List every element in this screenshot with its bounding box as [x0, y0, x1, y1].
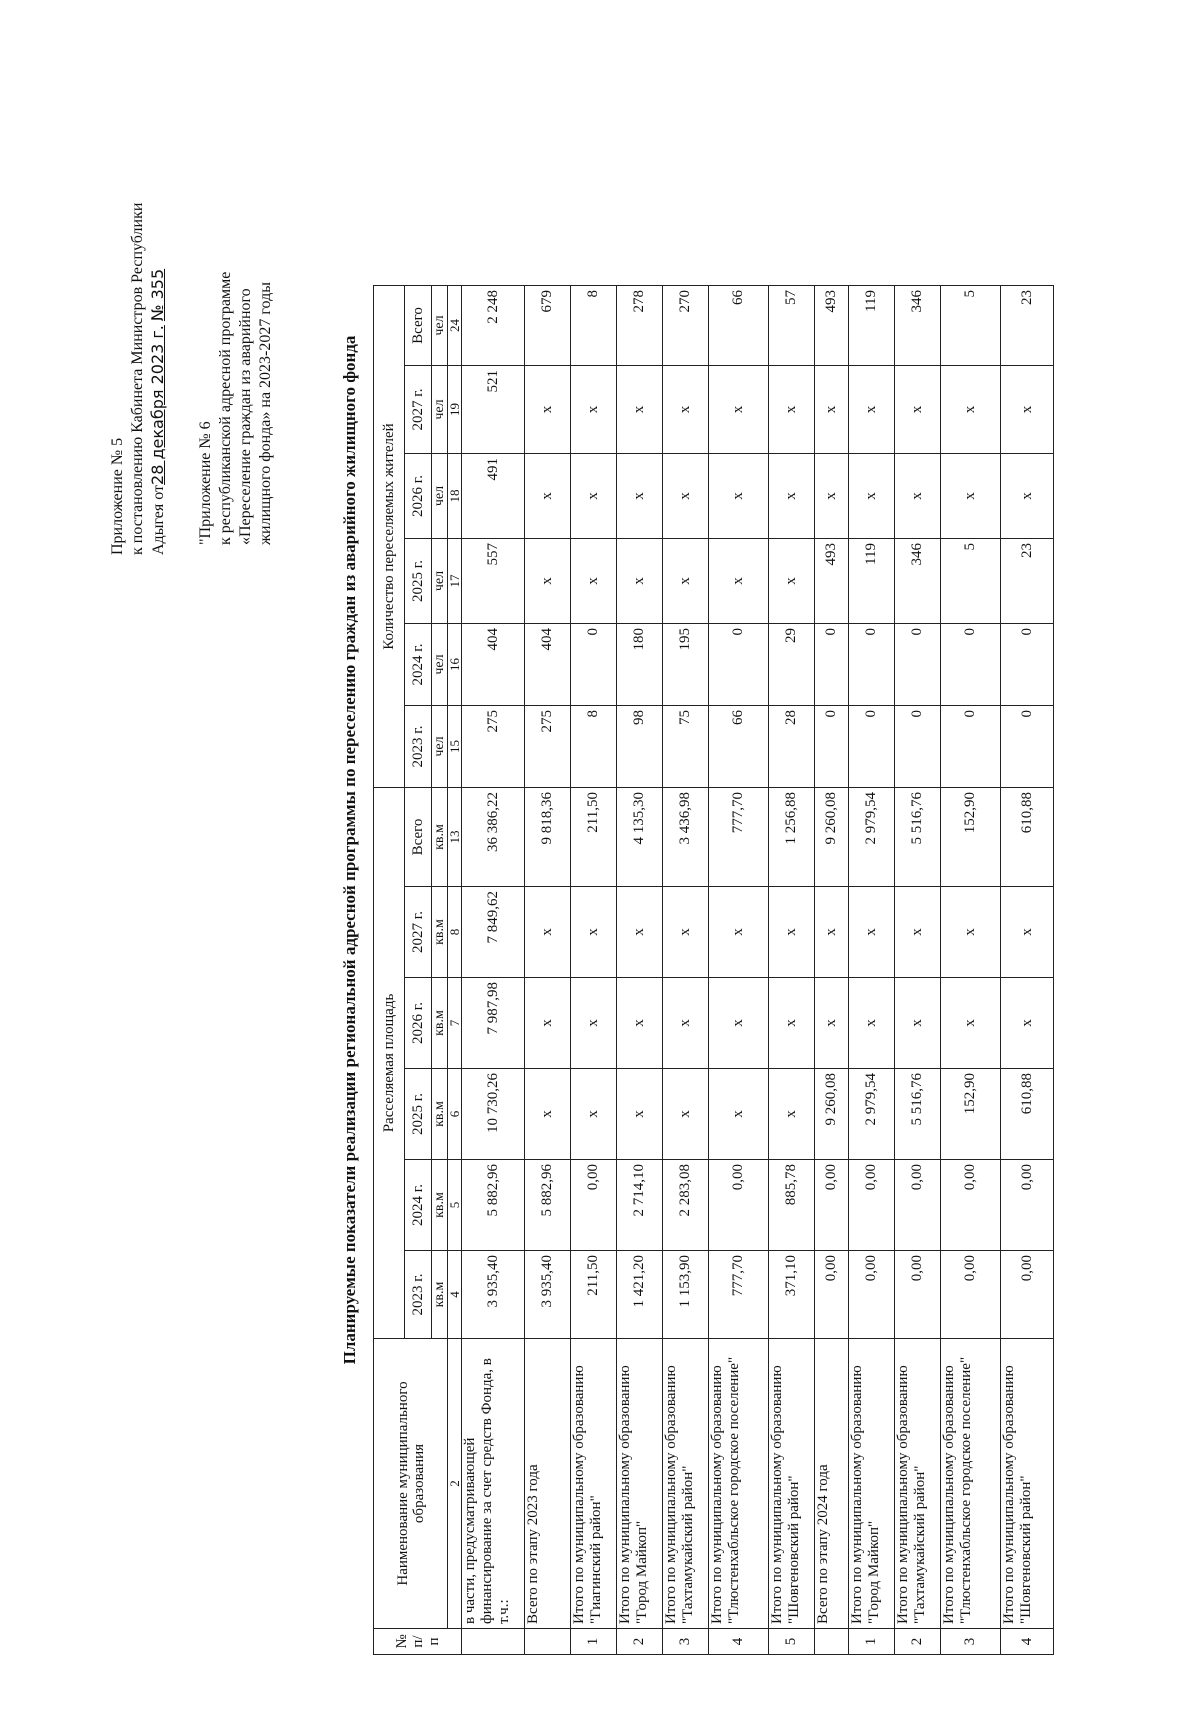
people-year-header: 2026 г.: [405, 454, 432, 539]
area-value-cell: 0,00: [895, 1251, 941, 1339]
appendix-6-note: [196, 115, 276, 545]
table-row: [462, 286, 525, 1655]
area-value-cell: x: [571, 887, 617, 978]
column-index-cell: 2: [448, 1339, 462, 1629]
area-value-cell: x: [709, 978, 769, 1069]
area-value-cell: 0,00: [709, 1160, 769, 1251]
row-number: 3: [941, 1629, 1001, 1655]
people-value-cell: 0: [1001, 706, 1054, 788]
area-value-cell: x: [769, 887, 815, 978]
people-value-cell: 0: [941, 624, 1001, 706]
area-value-cell: 5 882,96: [525, 1160, 571, 1251]
people-value-cell: x: [525, 454, 571, 539]
people-value-cell: x: [663, 454, 709, 539]
people-value-cell: x: [1001, 366, 1054, 454]
people-value-cell: x: [571, 366, 617, 454]
table-row: [849, 286, 895, 1655]
people-value-cell: x: [525, 366, 571, 454]
people-value-cell: 8: [571, 286, 617, 366]
area-unit-cell: кв.м: [432, 1160, 448, 1251]
people-value-cell: 75: [663, 706, 709, 788]
people-value-cell: 180: [617, 624, 663, 706]
people-value-cell: 5: [941, 539, 1001, 624]
people-value-cell: x: [769, 539, 815, 624]
people-value-cell: 8: [571, 706, 617, 788]
area-value-cell: 4 135,30: [617, 788, 663, 887]
people-value-cell: x: [663, 539, 709, 624]
area-value-cell: 2 979,54: [849, 1069, 895, 1160]
people-value-cell: 493: [815, 539, 849, 624]
row-number: 1: [849, 1629, 895, 1655]
area-value-cell: 610,88: [1001, 788, 1054, 887]
area-value-cell: 2 979,54: [849, 788, 895, 887]
area-value-cell: x: [815, 887, 849, 978]
people-value-cell: 0: [1001, 624, 1054, 706]
people-value-cell: 491: [462, 454, 525, 539]
area-value-cell: 1 153,90: [663, 1251, 709, 1339]
area-value-cell: 7 849,62: [462, 887, 525, 978]
area-value-cell: 371,10: [769, 1251, 815, 1339]
people-value-cell: 275: [462, 706, 525, 788]
group-header-area: Расселяемая площадь: [374, 788, 405, 1339]
people-unit-cell: чел: [432, 706, 448, 788]
area-value-cell: 777,70: [709, 1251, 769, 1339]
people-value-cell: 23: [1001, 286, 1054, 366]
table-row: [1001, 286, 1054, 1655]
row-name: Итого по муниципальному образованию "Шовгеновский район": [769, 1339, 815, 1629]
column-index-cell: 15: [448, 706, 462, 788]
area-value-cell: 36 386,22: [462, 788, 525, 887]
area-value-cell: x: [941, 887, 1001, 978]
area-value-cell: x: [769, 978, 815, 1069]
area-value-cell: 152,90: [941, 1069, 1001, 1160]
table-row: [769, 286, 815, 1655]
people-value-cell: 346: [895, 539, 941, 624]
people-year-header: 2024 г.: [405, 624, 432, 706]
document-page: [0, 40, 1140, 1700]
area-value-cell: x: [1001, 887, 1054, 978]
area-value-cell: 5 882,96: [462, 1160, 525, 1251]
appendix-5-prefix: Адыгея от: [150, 484, 167, 555]
area-value-cell: 7 987,98: [462, 978, 525, 1069]
people-value-cell: 404: [462, 624, 525, 706]
appendix-5-date: 28 декабря 2023 г.: [148, 325, 167, 485]
table-row: [895, 286, 941, 1655]
appendix-5-line3: [148, 85, 169, 555]
row-name: Итого по муниципальному образованию "Тахтамукайский район": [895, 1339, 941, 1629]
area-value-cell: x: [617, 978, 663, 1069]
area-value-cell: 885,78: [769, 1160, 815, 1251]
area-value-cell: x: [769, 1069, 815, 1160]
row-number: 1: [571, 1629, 617, 1655]
row-number: 4: [709, 1629, 769, 1655]
area-year-header: Всего: [405, 788, 432, 887]
area-value-cell: 3 935,40: [462, 1251, 525, 1339]
people-value-cell: 119: [849, 539, 895, 624]
row-name: Итого по муниципальному образованию "Тлюстенхабльское городское поселение": [709, 1339, 769, 1629]
people-year-header: 2025 г.: [405, 539, 432, 624]
area-value-cell: x: [617, 887, 663, 978]
people-value-cell: 278: [617, 286, 663, 366]
area-value-cell: 3 436,98: [663, 788, 709, 887]
area-unit-cell: кв.м: [432, 788, 448, 887]
area-year-header: 2025 г.: [405, 1069, 432, 1160]
indicators-table-wrapper: [373, 285, 1054, 1655]
people-value-cell: 0: [709, 624, 769, 706]
people-value-cell: x: [617, 454, 663, 539]
column-index-cell: 8: [448, 887, 462, 978]
area-year-header: 2027 г.: [405, 887, 432, 978]
area-value-cell: x: [1001, 978, 1054, 1069]
row-number: 4: [1001, 1629, 1054, 1655]
area-value-cell: 211,50: [571, 1251, 617, 1339]
column-index-cell: 18: [448, 454, 462, 539]
people-value-cell: x: [769, 366, 815, 454]
area-value-cell: x: [525, 1069, 571, 1160]
area-value-cell: x: [663, 978, 709, 1069]
row-name: Итого по муниципальному образованию "Гиагинский район": [571, 1339, 617, 1629]
area-value-cell: 9 260,08: [815, 1069, 849, 1160]
area-value-cell: 0,00: [941, 1160, 1001, 1251]
area-value-cell: 2 283,08: [663, 1160, 709, 1251]
people-value-cell: x: [941, 366, 1001, 454]
people-value-cell: x: [525, 539, 571, 624]
people-value-cell: 57: [769, 286, 815, 366]
people-value-cell: x: [617, 539, 663, 624]
people-value-cell: x: [709, 454, 769, 539]
column-index-cell: 13: [448, 788, 462, 887]
people-value-cell: 5: [941, 286, 1001, 366]
appendix-6-line4: жилищного фонда» на 2023-2027 годы: [257, 282, 274, 545]
area-value-cell: x: [941, 978, 1001, 1069]
people-value-cell: x: [1001, 454, 1054, 539]
area-value-cell: x: [525, 887, 571, 978]
area-value-cell: 9 260,08: [815, 788, 849, 887]
people-value-cell: x: [663, 366, 709, 454]
area-value-cell: 0,00: [1001, 1251, 1054, 1339]
people-value-cell: x: [571, 539, 617, 624]
row-number: 2: [895, 1629, 941, 1655]
people-value-cell: 23: [1001, 539, 1054, 624]
people-unit-cell: чел: [432, 539, 448, 624]
area-value-cell: 0,00: [571, 1160, 617, 1251]
column-index-cell: 19: [448, 366, 462, 454]
area-value-cell: 1 256,88: [769, 788, 815, 887]
area-value-cell: 152,90: [941, 788, 1001, 887]
people-value-cell: 0: [895, 624, 941, 706]
people-value-cell: 2 248: [462, 286, 525, 366]
area-year-header: 2024 г.: [405, 1160, 432, 1251]
people-value-cell: 29: [769, 624, 815, 706]
people-value-cell: 0: [895, 706, 941, 788]
area-value-cell: x: [617, 1069, 663, 1160]
people-value-cell: 0: [941, 706, 1001, 788]
area-value-cell: x: [571, 978, 617, 1069]
area-value-cell: x: [709, 1069, 769, 1160]
area-unit-cell: кв.м: [432, 1069, 448, 1160]
row-number: [462, 1629, 525, 1655]
area-value-cell: 0,00: [849, 1160, 895, 1251]
column-index-cell: 17: [448, 539, 462, 624]
people-year-header: Всего: [405, 286, 432, 366]
area-value-cell: 5 516,76: [895, 788, 941, 887]
table-row: [571, 286, 617, 1655]
area-value-cell: x: [663, 1069, 709, 1160]
people-value-cell: 66: [709, 286, 769, 366]
people-value-cell: 270: [663, 286, 709, 366]
people-value-cell: 28: [769, 706, 815, 788]
people-unit-cell: чел: [432, 286, 448, 366]
people-value-cell: x: [815, 366, 849, 454]
people-value-cell: x: [571, 454, 617, 539]
row-name: Всего по этапу 2023 года: [525, 1339, 571, 1629]
appendix-5-number: № 355: [148, 268, 167, 322]
appendix-6-line1: "Приложение № 6: [197, 421, 214, 545]
row-name: Итого по муниципальному образованию "Город Майкоп": [849, 1339, 895, 1629]
row-name: Итого по муниципальному образованию "Шовгеновский район": [1001, 1339, 1054, 1629]
column-header-number: № п/п: [374, 1629, 462, 1655]
people-unit-cell: чел: [432, 454, 448, 539]
row-number: 2: [617, 1629, 663, 1655]
area-unit-cell: кв.м: [432, 1251, 448, 1339]
area-value-cell: x: [709, 887, 769, 978]
table-row: [941, 286, 1001, 1655]
column-index-cell: 24: [448, 286, 462, 366]
area-value-cell: 211,50: [571, 788, 617, 887]
people-value-cell: x: [941, 454, 1001, 539]
area-value-cell: x: [815, 978, 849, 1069]
area-value-cell: 1 421,20: [617, 1251, 663, 1339]
people-value-cell: 0: [571, 624, 617, 706]
area-year-header: 2023 г.: [405, 1251, 432, 1339]
people-value-cell: 0: [815, 706, 849, 788]
appendix-6-line2: к республиканской адресной программе: [217, 271, 234, 545]
area-unit-cell: кв.м: [432, 978, 448, 1069]
row-name: Итого по муниципальному образованию "Тахтамукайский район": [663, 1339, 709, 1629]
appendix-5-line2: к постановлению Кабинета Министров Республики: [129, 202, 146, 555]
area-value-cell: x: [849, 887, 895, 978]
people-unit-cell: чел: [432, 366, 448, 454]
people-value-cell: 119: [849, 286, 895, 366]
area-value-cell: 2 714,10: [617, 1160, 663, 1251]
row-number: [815, 1629, 849, 1655]
people-value-cell: x: [769, 454, 815, 539]
area-value-cell: 10 730,26: [462, 1069, 525, 1160]
area-value-cell: 0,00: [815, 1160, 849, 1251]
column-index-cell: 4: [448, 1251, 462, 1339]
area-value-cell: x: [895, 887, 941, 978]
table-row: [525, 286, 571, 1655]
area-value-cell: 777,70: [709, 788, 769, 887]
area-value-cell: 0,00: [1001, 1160, 1054, 1251]
column-index-cell: 7: [448, 978, 462, 1069]
row-number: 5: [769, 1629, 815, 1655]
area-value-cell: x: [571, 1069, 617, 1160]
appendix-5-line1: Приложение № 5: [109, 437, 126, 555]
people-value-cell: 521: [462, 366, 525, 454]
people-year-header: 2023 г.: [405, 706, 432, 788]
area-unit-cell: кв.м: [432, 887, 448, 978]
people-value-cell: x: [849, 366, 895, 454]
people-value-cell: 679: [525, 286, 571, 366]
people-value-cell: 346: [895, 286, 941, 366]
table-row: [815, 286, 849, 1655]
area-year-header: 2026 г.: [405, 978, 432, 1069]
area-value-cell: 0,00: [895, 1160, 941, 1251]
people-value-cell: x: [815, 454, 849, 539]
people-unit-cell: чел: [432, 624, 448, 706]
group-header-people: Количество переселяемых жителей: [374, 286, 405, 788]
row-number: [525, 1629, 571, 1655]
area-value-cell: x: [849, 978, 895, 1069]
area-value-cell: x: [525, 978, 571, 1069]
column-index-cell: 6: [448, 1069, 462, 1160]
area-value-cell: 9 818,36: [525, 788, 571, 887]
area-value-cell: 0,00: [849, 1251, 895, 1339]
people-value-cell: x: [709, 539, 769, 624]
people-year-header: 2027 г.: [405, 366, 432, 454]
people-value-cell: x: [895, 366, 941, 454]
document-title: Планируемые показатели реализации региональной адресной программы по переселению граждан из аварийного жилищного фонда: [340, 335, 359, 1365]
table-row: [617, 286, 663, 1655]
people-value-cell: 98: [617, 706, 663, 788]
column-header-name: Наименование муниципального образования: [374, 1339, 448, 1629]
table-row: [663, 286, 709, 1655]
people-value-cell: 493: [815, 286, 849, 366]
row-name: Всего по этапу 2024 года: [815, 1339, 849, 1629]
people-value-cell: 66: [709, 706, 769, 788]
people-value-cell: x: [617, 366, 663, 454]
area-value-cell: x: [663, 887, 709, 978]
people-value-cell: 275: [525, 706, 571, 788]
people-value-cell: 195: [663, 624, 709, 706]
people-value-cell: x: [709, 366, 769, 454]
people-value-cell: x: [849, 454, 895, 539]
people-value-cell: 0: [849, 706, 895, 788]
area-value-cell: 0,00: [815, 1251, 849, 1339]
table-row: [709, 286, 769, 1655]
area-value-cell: 5 516,76: [895, 1069, 941, 1160]
indicators-table: [373, 285, 1054, 1655]
row-name: Итого по муниципальному образованию "Тлюстенхабльское городское поселение": [941, 1339, 1001, 1629]
column-index-cell: 5: [448, 1160, 462, 1251]
row-number: 3: [663, 1629, 709, 1655]
appendix-5-note: [108, 85, 169, 555]
row-name: в части, предусматривающей финансирование за счет средств Фонда, в т.ч.:: [462, 1339, 525, 1629]
area-value-cell: 0,00: [941, 1251, 1001, 1339]
people-value-cell: 0: [849, 624, 895, 706]
people-value-cell: 404: [525, 624, 571, 706]
area-value-cell: x: [895, 978, 941, 1069]
people-value-cell: 0: [815, 624, 849, 706]
people-value-cell: x: [895, 454, 941, 539]
appendix-6-line3: «Переселение граждан из аварийного: [237, 288, 254, 545]
area-value-cell: 610,88: [1001, 1069, 1054, 1160]
column-index-cell: 16: [448, 624, 462, 706]
people-value-cell: 557: [462, 539, 525, 624]
row-name: Итого по муниципальному образованию "Город Майкоп": [617, 1339, 663, 1629]
area-value-cell: 3 935,40: [525, 1251, 571, 1339]
